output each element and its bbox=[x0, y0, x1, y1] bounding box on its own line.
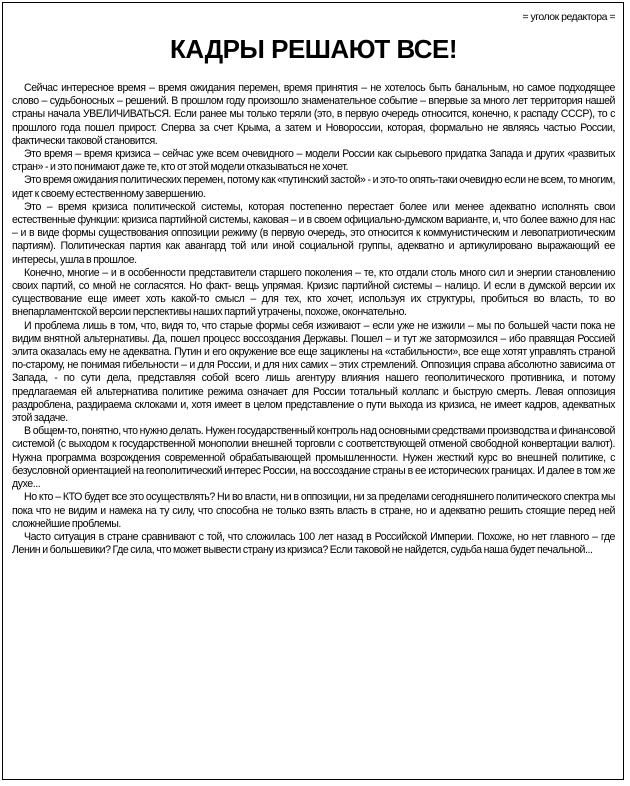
paragraph-6: И проблема лишь в том, что, видя то, что старые формы себя изживают – если уже не изжили – мы по большей части пока не видим внятной альтернативы. Да, пошел процесс воссоздания Державы. Пошел – и тут же затормозился – ибо правящая Россией элита оказалась ему не адекватна. Путин и его окружение все еще зациклены на «стабильности», все еще хотят управлять страной по-старому, не понимая гибельности – и для России, и для них самих – этих стремлений. Оппозиция справа абсолютно зависима от Запада, - по сути дела, представляя собой всего лишь агентуру влияния нашего геополитического противника, и потому предлагаемая ей альтернатива политике режима означает для России тотальный коллапс и быструю смерть. Левая оппозиция раздроблена, раздираема склоками и, хотя имеет в целом представление о пути выхода из кризиса, не имеет кадров, адекватных этой задаче. bbox=[12, 319, 615, 425]
paragraph-4: Это – время кризиса политической системы, которая постепенно перестает более или менее адекватно исполнять свои естественные функции: кризиса партийной системы, каковая – и в своем официально-думском варианте, и, что более важно для нас – и в виде формы существования оппозиции режиму (в первую очередь, это относится к коммунистическим и левопатриотическим партиям). Политическая партия как авангард той или иной социальной группы, адекватно и артикулировано выражающий ее интересы, ушла в прошлое. bbox=[12, 200, 615, 266]
paragraph-3: Это время ожидания политических перемен, потому как «путинский застой» - и это-то опять-таки очевидно если не всем, то многим, идет к своему естественному завершению. bbox=[12, 174, 615, 200]
paragraph-2: Это время – время кризиса – сейчас уже всем очевидного – модели России как сырьевого придатка Запада и других «развитых стран» - и это понимают даже те, кто от этой модели отказываться не хочет. bbox=[12, 148, 615, 174]
rubric-label: = уголок редактора = bbox=[522, 11, 615, 23]
editorial-frame bbox=[2, 2, 624, 780]
article-body bbox=[12, 82, 615, 557]
headline: КАДРЫ РЕШАЮТ ВСЕ! bbox=[169, 34, 458, 64]
paragraph-1: Сейчас интересное время – время ожидания перемен, время принятия – не хотелось быть банальным, но самое подходящее слово – судьбоносных – решений. В прошлом году произошло знаменательное событие – впервые за много лет территория нашей страны начала УВЕЛИЧИВАТЬСЯ. Если ранее мы только теряли (это, в первую очередь относится, конечно, к распаду СССР), то с прошлого года пошел прирост. Сперва за счет Крыма, а затем и Новороссии, которая, формально не являясь частью России, фактически таковой становится. bbox=[12, 82, 615, 147]
paragraph-8: Но кто – КТО будет все это осуществлять? Ни во власти, ни в оппозиции, ни за пределами сегодняшнего политического спектра мы пока что не видим и намека на ту силу, что способна не только взять власть в стране, но и адекватно решить стоящие перед ней сложнейшие проблемы. bbox=[12, 491, 615, 530]
paragraph-9: Часто ситуация в стране сравнивают с той, что сложилась 100 лет назад в Российской Империи. Похоже, но нет главного – где Ленин и большевики? Где сила, что может вывести страну из кризиса? Если таковой не найдется, судьба наша будет печальной... bbox=[12, 530, 615, 557]
paragraph-5: Конечно, многие – и в особенности представители старшего поколения – те, кто отдали столь много сил и энергии становлению своих партий, со мной не согласятся. Но факт- вещь упрямая. Кризис партийной системы – налицо. И если в думской версии их существование еще имеет хоть какой-то смысл – для тех, кто хочет, используя их структуры, пробиться во власть, то во внепарламентской версии перспективы наших партий утрачены, похоже, окончательно. bbox=[12, 266, 615, 319]
paragraph-7: В общем-то, понятно, что нужно делать. Нужен государственный контроль над основными средствами производства и финансовой системой (с выходом к государственной монополии внешней торговли с соответствующей отменой свободной конвертации валют). Нужна программа возрождения современной обрабатывающей промышленности. Нужен жесткий курс во внешней политике, с безусловной ориентацией на геополитический интерес России, на воссоздание страны в ее исторических границах. И далее в том же духе... bbox=[12, 425, 615, 491]
